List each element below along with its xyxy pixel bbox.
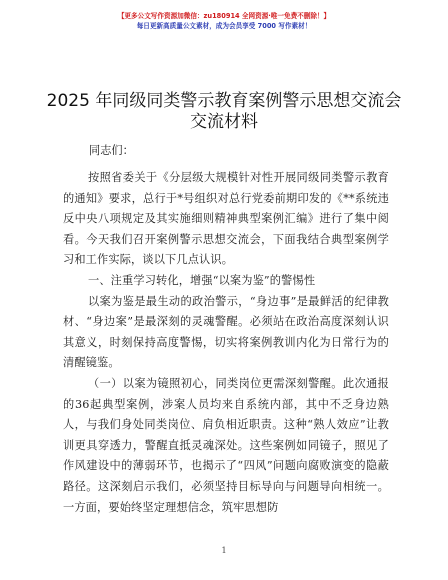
promo-banner-line-2: 每日更新高质量公文素材，成为会员享受 7000 写作素材！ bbox=[136, 22, 312, 30]
paragraph-section-1: 以案为鉴是最生动的政治警示，“身边事”是最鲜活的纪律教材、“身边案”是最深刻的灵魂警醒。必须站在政治高度深刻认识其意义，时刻保持高度警惕，切实将案例教训内化为日常行为的清醒镜鉴。 bbox=[63, 294, 389, 370]
document-title-line-2: 交流材料 bbox=[190, 112, 258, 132]
paragraph-intro: 按照省委关于《分层级大规模针对性开展同级同类警示教育的通知》要求，总行于*号组织对总行党委前期印发的《**系统违反中央八项规定及其实施细则精神典型案例汇编》进行了集中阅看。今天我们召开案例警示思想交流会，下面我结合典型案例学习和工作实际，谈以下几点认识。 bbox=[63, 171, 389, 267]
salutation: 同志们： bbox=[89, 144, 134, 157]
page-number: 1 bbox=[221, 546, 227, 555]
promo-banner-line-1: 【更多公文写作资源加微信：zu180914 全网资源·唯一免费不删除！】 bbox=[117, 12, 331, 20]
section-heading-1: 一、注重学习转化，增强“以案为鉴”的警惕性 bbox=[88, 273, 316, 287]
document-title-line-1: 2025 年同级同类警示教育案例警示思想交流会 bbox=[46, 91, 402, 111]
document-body bbox=[63, 168, 389, 518]
paragraph-subsection-1: （一）以案为镜照初心，同类岗位更需深刻警醒。此次通报的36起典型案例，涉案人员均来自系统内部，其中不乏身边熟人，与我们身处同类岗位、肩负相近职责。这种“熟人效应”让教训更具穿透力，警醒直抵灵魂深处。这些案例如同镜子，照见了作风建设中的薄弱环节，也揭示了“四风”问题向腐败演变的隐蔽路径。这深刻启示我们，必须坚持目标导向与问题导向相统一。一方面，要始终坚定理想信念，筑牢思想防 bbox=[63, 376, 389, 514]
